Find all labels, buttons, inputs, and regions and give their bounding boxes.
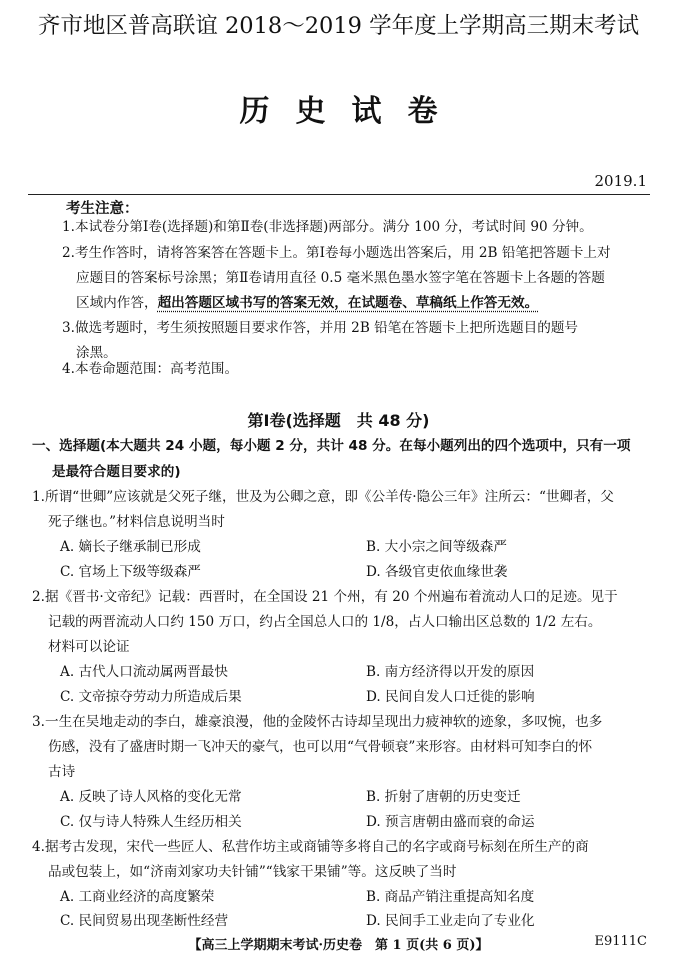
exam-header-title: 齐市地区普高联谊 2018～2019 学年度上学期高三期末考试: [37, 13, 640, 39]
q4-option-a: A. 工商业经济的高度繁荣: [60, 889, 215, 905]
q3-option-a: A. 反映了诗人风格的变化无常: [60, 789, 242, 805]
q1-option-c: C. 官场上下级等级森严: [60, 564, 201, 580]
q3-option-c: C. 仅与诗人特殊人生经历相关: [60, 814, 242, 830]
q1-stem-line2: 死子继也。”材料信息说明当时: [48, 514, 225, 530]
subject-title: 历史试卷: [239, 94, 464, 129]
q4-option-c: C. 民间贸易出现垄断性经营: [60, 913, 229, 929]
notice-item-3: 3.做选考题时，考生须按照题目要求作答，并用 2B 铅笔在答题卡上把所选题目的题号: [62, 320, 579, 336]
notice-item-2-tail: 区域内作答，: [76, 295, 158, 311]
q2-option-d: D. 民间自发人口迁徙的影响: [366, 689, 535, 705]
q2-option-a: A. 古代人口流动属两晋最快: [60, 664, 228, 680]
section-instruction-cont: 是最符合题目要求的): [52, 464, 181, 480]
q1-option-d: D. 各级官吏依血缘世袭: [366, 564, 508, 580]
q2-option-c: C. 文帝掠夺劳动力所造成后果: [60, 689, 242, 705]
q1-option-a: A. 嫡长子继承制已形成: [60, 539, 201, 555]
part1-title: 第Ⅰ卷(选择题 共 48 分): [247, 411, 430, 430]
q4-stem-line1: 4.据考古发现，宋代一些匠人、私营作坊主或商铺等多将自己的名字或商号标刻在所生产的商: [32, 839, 589, 855]
q3-stem-line2: 伤感，没有了盛唐时期一飞冲天的豪气，也可以用“气骨顿衰”来形容。由材料可知李白的怀: [48, 739, 593, 755]
notice-item-2-cont: 应题目的答案标号涂黑；第Ⅱ卷请用直径 0.5 毫米黑色墨水签字笔在答题卡上各题的答题: [76, 270, 605, 286]
q4-option-d: D. 民间手工业走向了专业化: [366, 913, 535, 929]
header-rule: [28, 194, 650, 195]
q2-option-b: B. 南方经济得以开发的原因: [366, 664, 535, 680]
notice-emphasis: 超出答题区域书写的答案无效，在试题卷、草稿纸上作答无效。: [157, 295, 539, 311]
q3-stem-line1: 3.一生在吴地走动的李白，雄豪浪漫，他的金陵怀古诗却呈现出力疲神软的迹象，多叹惋，也多: [32, 714, 603, 730]
exam-date: 2019.1: [594, 172, 647, 190]
exam-code: E9111C: [594, 934, 647, 949]
q4-option-b: B. 商品产销注重提高知名度: [366, 889, 535, 905]
notice-heading: 考生注意：: [66, 201, 139, 217]
q4-stem-line2: 品或包装上，如“济南刘家功夫针铺”“钱家干果铺”等。这反映了当时: [48, 864, 457, 880]
q2-stem-line3: 材料可以论证: [48, 639, 130, 655]
notice-item-4: 4.本卷命题范围：高考范围。: [62, 361, 239, 377]
q1-stem-line1: 1.所谓“世卿”应该就是父死子继，世及为公卿之意，即《公羊传·隐公三年》注所云：“世卿者，父: [32, 489, 614, 505]
q2-stem-line2: 记载的两晋流动人口约 150 万口，约占全国总人口的 1/8，占人口输出区总数的 1/2 左右。: [48, 614, 602, 630]
q2-stem-line1: 2.据《晋书·文帝纪》记载：西晋时，在全国设 21 个州，有 20 个州遍布着流动人口的足迹。见于: [32, 589, 618, 605]
q3-option-b: B. 折射了唐朝的历史变迁: [366, 789, 521, 805]
notice-item-2: 2.考生作答时，请将答案答在答题卡上。第Ⅰ卷每小题选出答案后，用 2B 铅笔把答题卡上对: [62, 245, 611, 261]
page-footer: 【高三上学期期末考试·历史卷 第 1 页(共 6 页)】: [188, 938, 489, 953]
section-instruction: 一、选择题(本大题共 24 小题，每小题 2 分，共计 48 分。在每小题列出的四个选项中，只有一项: [32, 438, 631, 454]
notice-item-3-cont: 涂黑。: [76, 345, 117, 361]
q3-option-d: D. 预言唐朝由盛而衰的命运: [366, 814, 535, 830]
notice-item-1: 1.本试卷分第Ⅰ卷(选择题)和第Ⅱ卷(非选择题)两部分。满分 100 分，考试时间 90 分钟。: [62, 219, 593, 235]
notice-item-2-cont2: [76, 290, 538, 316]
q3-stem-line3: 古诗: [48, 764, 76, 780]
q1-option-b: B. 大小宗之间等级森严: [366, 539, 507, 555]
